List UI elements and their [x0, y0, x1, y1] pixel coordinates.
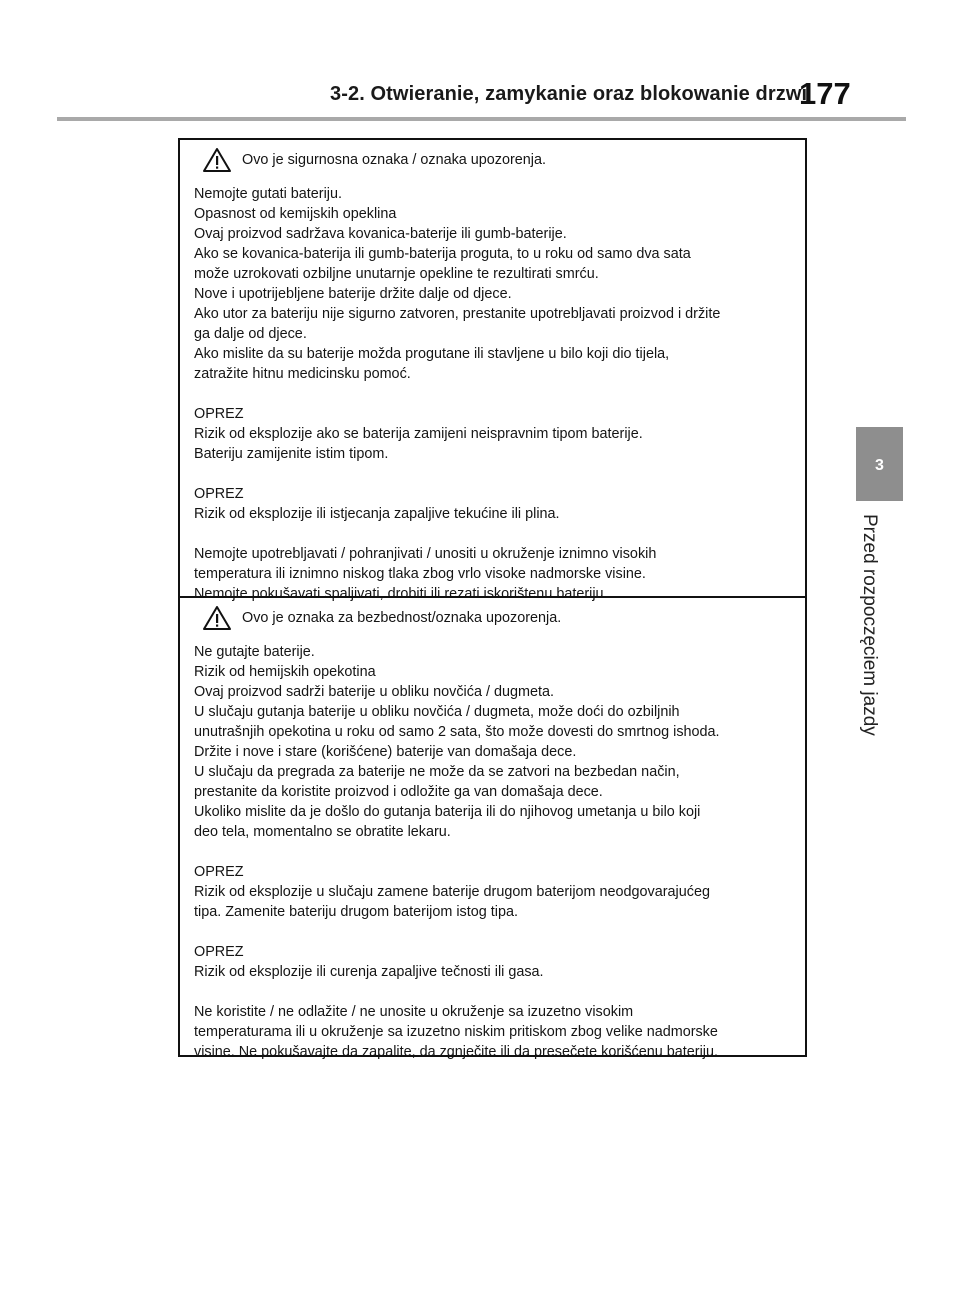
- warning-triangle-icon: [202, 147, 232, 173]
- text-line: prestanite da koristite proizvod i odložite ga van domašaja dece.: [194, 784, 603, 800]
- text-line: Ako se kovanica-baterija ili gumb-baterija proguta, to u roku od samo dva sata: [194, 246, 691, 262]
- text-line: ga dalje od djece.: [194, 326, 307, 342]
- header-rule: [57, 117, 906, 121]
- chapter-side-label: Przed rozpoczęciem jazdy: [859, 514, 880, 736]
- text-line: visine. Ne pokušavajte da zapalite, da zgnječite ili da presečete korišćenu bateriju.: [194, 1044, 718, 1060]
- notice-section-serbian: [194, 604, 799, 1062]
- blank-line: [194, 922, 799, 942]
- chapter-tab-number: 3: [875, 457, 884, 474]
- warning-title: Ovo je oznaka za bezbednost/oznaka upozorenja.: [242, 610, 562, 626]
- text-line: Rizik od eksplozije ili curenja zapaljive tečnosti ili gasa.: [194, 964, 544, 980]
- caution-heading: OPREZ: [194, 944, 244, 960]
- text-line: temperaturama ili u okruženje sa izuzetno niskim pritiskom zbog velike nadmorske: [194, 1024, 718, 1040]
- text-line: Rizik od hemijskih opekotina: [194, 664, 376, 680]
- text-line: Bateriju zamijenite istim tipom.: [194, 446, 389, 462]
- caution-heading: OPREZ: [194, 486, 244, 502]
- text-line: Ne koristite / ne odlažite / ne unosite u okruženje sa izuzetno visokim: [194, 1004, 634, 1020]
- blank-line: [194, 982, 799, 1002]
- section-divider: [180, 596, 805, 598]
- warning-heading: [202, 604, 799, 632]
- text-line: Rizik od eksplozije ako se baterija zamijeni neispravnim tipom baterije.: [194, 426, 643, 442]
- text-line: Ovaj proizvod sadrži baterije u obliku novčića / dugmeta.: [194, 684, 554, 700]
- blank-line: [194, 384, 799, 404]
- notice-section-croatian: [194, 146, 799, 604]
- text-line: tipa. Zamenite bateriju drugom baterijom istog tipa.: [194, 904, 518, 920]
- text-line: unutrašnjih opekotina u roku od samo 2 sata, što može dovesti do smrtnog ishoda.: [194, 724, 720, 740]
- text-line: Ukoliko mislite da je došlo do gutanja baterija ili do njihovog umetanja u bilo koji: [194, 804, 701, 820]
- text-line: Nemojte gutati bateriju.: [194, 186, 342, 202]
- warning-triangle-icon: [202, 605, 232, 631]
- section-body: [194, 642, 799, 1062]
- chapter-tab: [856, 427, 903, 501]
- text-line: može uzrokovati ozbiljne unutarnje opekline te rezultirati smrću.: [194, 266, 599, 282]
- text-line: Ovaj proizvod sadržava kovanica-baterije ili gumb-baterije.: [194, 226, 567, 242]
- section-body: [194, 184, 799, 604]
- warning-title: Ovo je sigurnosna oznaka / oznaka upozorenja.: [242, 152, 546, 168]
- text-line: Ako utor za bateriju nije sigurno zatvoren, prestanite upotrebljavati proizvod i držite: [194, 306, 721, 322]
- text-line: U slučaju da pregrada za baterije ne može da se zatvori na bezbedan način,: [194, 764, 680, 780]
- text-line: Nemojte pokušavati spaljivati, drobiti ili rezati iskorištenu bateriju.: [194, 586, 608, 602]
- text-line: U slučaju gutanja baterije u obliku novčića / dugmeta, može doći do ozbiljnih: [194, 704, 680, 720]
- battery-warning-notice: [178, 138, 807, 1060]
- blank-line: [194, 524, 799, 544]
- caution-heading: OPREZ: [194, 406, 244, 422]
- text-line: Nemojte upotrebljavati / pohranjivati / unositi u okruženje iznimno visokih: [194, 546, 657, 562]
- blank-line: [194, 464, 799, 484]
- blank-line: [194, 842, 799, 862]
- text-line: Nove i upotrijebljene baterije držite dalje od djece.: [194, 286, 512, 302]
- text-line: Rizik od eksplozije ili istjecanja zapaljive tekućine ili plina.: [194, 506, 560, 522]
- text-line: temperatura ili iznimno niskog tlaka zbog vrlo visoke nadmorske visine.: [194, 566, 646, 582]
- text-line: Ne gutajte baterije.: [194, 644, 315, 660]
- caution-heading: OPREZ: [194, 864, 244, 880]
- text-line: deo tela, momentalno se obratite lekaru.: [194, 824, 451, 840]
- text-line: Ako mislite da su baterije možda progutane ili stavljene u bilo koji dio tijela,: [194, 346, 670, 362]
- page-header-title: 3-2. Otwieranie, zamykanie oraz blokowanie drzwi: [330, 83, 808, 105]
- text-line: Opasnost od kemijskih opeklina: [194, 206, 397, 222]
- text-line: Rizik od eksplozije u slučaju zamene baterije drugom baterijom neodgovarajućeg: [194, 884, 710, 900]
- text-line: zatražite hitnu medicinsku pomoć.: [194, 366, 411, 382]
- page-number: 177: [799, 76, 851, 111]
- warning-heading: [202, 146, 799, 174]
- text-line: Držite i nove i stare (korišćene) baterije van domašaja dece.: [194, 744, 577, 760]
